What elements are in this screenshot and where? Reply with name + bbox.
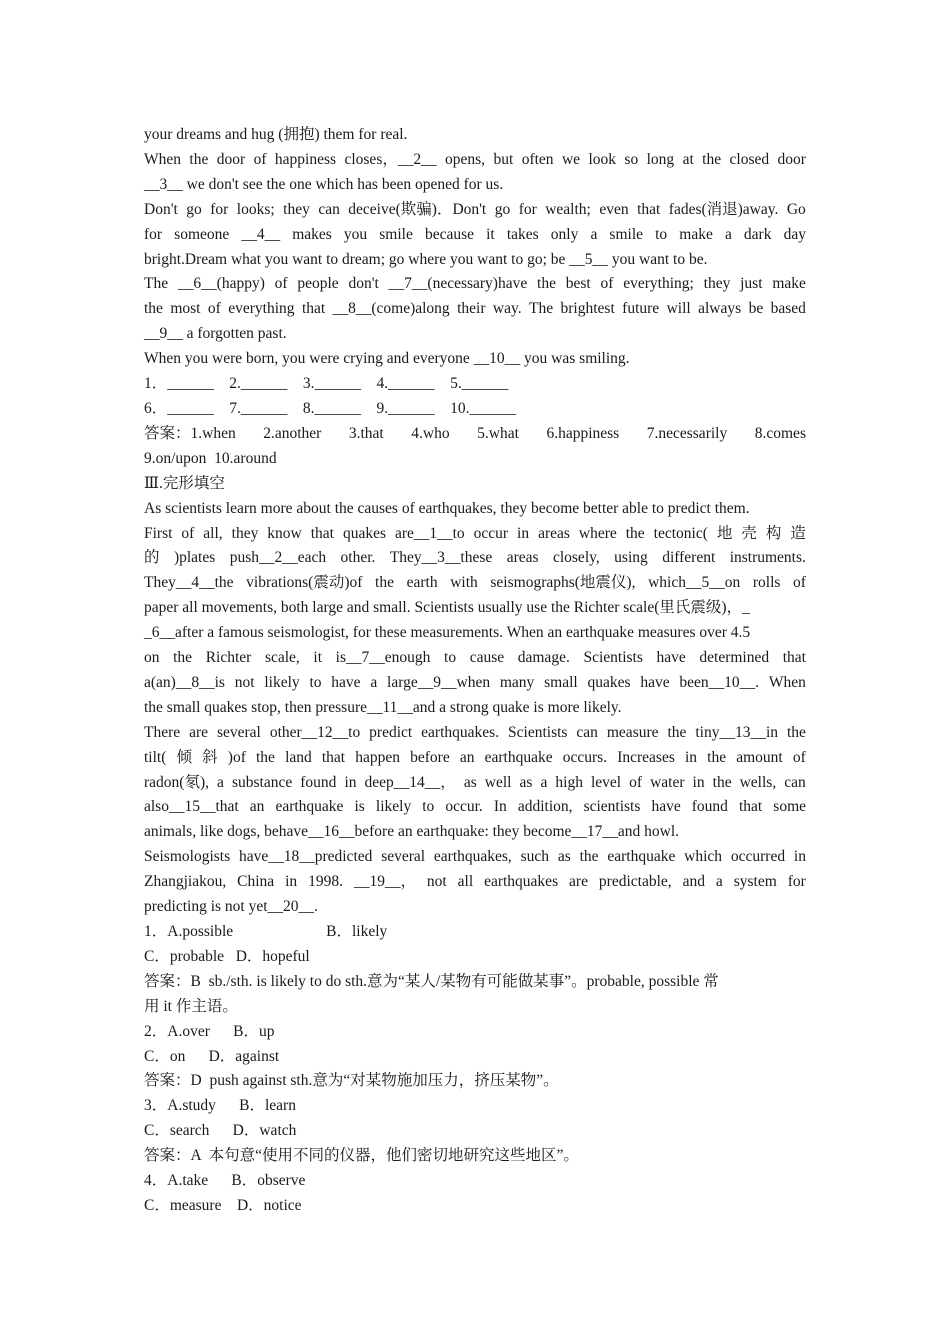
text-word: the [625, 524, 645, 542]
text-word: that [310, 524, 334, 542]
text-word: to [444, 649, 457, 667]
text-line [144, 746, 806, 771]
text-word: occurred [730, 848, 786, 866]
text-word: door [216, 150, 246, 168]
text-word: small [544, 673, 578, 691]
text-word: happen [355, 748, 401, 766]
text-word: closes，__2__ [344, 150, 437, 168]
text-line: 1．______ 2.______ 3.______ 4.______ 5.______ [144, 375, 509, 393]
text-line [144, 272, 806, 297]
text-word: the [173, 649, 193, 667]
text-word: When [144, 150, 182, 168]
text-word: of [793, 574, 806, 592]
text-word: __6__(happy) [177, 275, 265, 293]
text-word: best [565, 275, 591, 293]
text-word: scientists [583, 798, 641, 816]
text-word: other. [340, 549, 376, 567]
text-word: are [189, 723, 209, 741]
text-word: an [249, 798, 265, 816]
text-word: measure [606, 723, 659, 741]
text-word: 6.happiness [546, 424, 620, 442]
text-word: can [576, 723, 598, 741]
text-word: 斜 [202, 748, 218, 766]
text-word: In [493, 798, 507, 816]
text-word: of [274, 275, 288, 293]
text-word: a [590, 225, 598, 243]
document-body [144, 123, 806, 1219]
text-word: takes [506, 225, 539, 243]
text-word: the [579, 848, 599, 866]
text-word: damage. [517, 649, 570, 667]
text-line [144, 671, 806, 696]
text-word: several [216, 723, 261, 741]
text-word: with [450, 574, 478, 592]
text-word: predictable, [598, 873, 672, 891]
text-line: 2．A.over B．up [144, 1022, 275, 1040]
text-line: 3．A.study B．learn [144, 1097, 296, 1115]
text-word: earthquakes, [433, 848, 512, 866]
text-line: 用 it 作主语。 [144, 997, 238, 1015]
text-word: radon(氡), [144, 773, 209, 791]
text-word: will [666, 300, 691, 318]
text-word: of [253, 150, 267, 168]
text-line [144, 771, 806, 796]
text-word: tectonic( [653, 524, 708, 542]
text-word: on [144, 649, 160, 667]
text-word: the [702, 150, 722, 168]
text-word: as [557, 848, 571, 866]
text-word: in [285, 873, 298, 891]
text-word: large__9__when [387, 673, 491, 691]
text-word: happiness [274, 150, 337, 168]
text-word: smile [379, 225, 413, 243]
text-word: that [738, 798, 763, 816]
text-word: a [217, 773, 224, 791]
text-word: make [679, 225, 713, 243]
text-word: to [422, 798, 435, 816]
text-word: earthquakes [484, 873, 559, 891]
text-word: They__4__the [144, 574, 234, 592]
text-word: seismographs(地震仪), [490, 574, 636, 592]
text-word: in [517, 524, 530, 542]
text-word: 2.another [263, 424, 322, 442]
text-line [144, 297, 806, 322]
text-word: __19__， [353, 873, 416, 891]
text-word: some [773, 798, 806, 816]
text-word: go [186, 200, 202, 218]
text-line: As scientists learn more about the causes of earthquakes, they become better able to predict them. [144, 499, 750, 517]
text-word: well [484, 773, 512, 791]
text-word: for [144, 225, 163, 243]
text-word: only [550, 225, 579, 243]
text-word: an [459, 748, 475, 766]
text-word: brightest [560, 300, 615, 318]
text-word: the [537, 275, 556, 293]
text-word: water [650, 773, 685, 791]
text-word: Scientists [508, 723, 568, 741]
text-word: 的 [144, 549, 160, 567]
text-word: the [712, 773, 732, 791]
text-word: looks; [236, 200, 275, 218]
text-word: before [410, 748, 450, 766]
text-word: which__5__on [648, 574, 741, 592]
text-word: scale, [264, 649, 300, 667]
text-line: 6．______ 7.______ 8.______ 9.______ 10.______ [144, 399, 517, 417]
text-word: several [381, 848, 426, 866]
text-word: don't [348, 275, 379, 293]
text-word: )plates [173, 549, 216, 567]
text-word: vibrations(震动)of [246, 574, 363, 592]
text-line: paper all movements, both large and small. Scientists usually use the Richter scale(里氏震级)，_ [144, 599, 750, 617]
text-word: to [309, 673, 322, 691]
text-word: the [786, 723, 806, 741]
text-word: Increases [617, 748, 675, 766]
text-line: 答案：B sb./sth. is likely to do sth.意为“某人/某物有可能做某事”。probable, possible 常 [144, 972, 719, 990]
text-word: 5.what [477, 424, 519, 442]
text-word: areas [538, 524, 570, 542]
text-word: 造 [790, 524, 806, 542]
text-line: C．measure D．notice [144, 1196, 302, 1214]
text-line: C．on D．against [144, 1047, 280, 1065]
text-line: C．probable D．hopeful [144, 947, 310, 965]
text-word: a [724, 225, 732, 243]
text-word: most [170, 300, 201, 318]
text-word: been__10__. [679, 673, 760, 691]
text-word: always [698, 300, 742, 318]
text-word: for [787, 873, 806, 891]
text-word: everything; [623, 275, 694, 293]
text-word: tiny__13__in [695, 723, 779, 741]
text-word: Seismologists [144, 848, 231, 866]
text-word: opens, [445, 150, 486, 168]
text-word: is__7__enough [335, 649, 431, 667]
text-word: 答案：1.when [144, 424, 236, 442]
text-word: using [614, 549, 648, 567]
text-word: closed [729, 150, 770, 168]
text-line [144, 546, 806, 571]
text-word: First [144, 524, 173, 542]
text-word: occur [473, 524, 509, 542]
text-word: likely [264, 673, 300, 691]
text-word: where [578, 524, 617, 542]
text-word: push__2__each [229, 549, 327, 567]
text-word: substance [231, 773, 293, 791]
text-line [144, 522, 806, 547]
text-word: many [499, 673, 535, 691]
text-word: of [181, 524, 195, 542]
text-word: 4.who [411, 424, 450, 442]
text-line: animals, like dogs, behave__16__before an earthquake: they become__17__and howl. [144, 823, 680, 841]
text-word: you [343, 225, 368, 243]
text-line: __9__ a forgotten past. [144, 325, 287, 343]
text-line [144, 148, 806, 173]
text-word: even [599, 200, 629, 218]
text-word: different [662, 549, 716, 567]
text-word: can [318, 200, 340, 218]
text-word: determined [699, 649, 770, 667]
text-word: earthquake [607, 848, 676, 866]
text-word: predict [369, 723, 413, 741]
text-word: go [494, 200, 511, 218]
text-word: at [682, 150, 694, 168]
text-line [144, 646, 806, 671]
text-word: 壳 [741, 524, 757, 542]
text-word: other__12__to [269, 723, 361, 741]
text-word: that [301, 300, 326, 318]
text-word: occur. [445, 798, 483, 816]
text-word: all [457, 873, 474, 891]
text-word: 1998. [308, 873, 343, 891]
text-word: instruments. [729, 549, 806, 567]
text-line [144, 795, 806, 820]
text-word: Scientists [583, 649, 643, 667]
text-word: amount [736, 748, 783, 766]
text-word: all, [203, 524, 223, 542]
text-word: look [588, 150, 616, 168]
text-word: system [733, 873, 777, 891]
text-word: future [622, 300, 660, 318]
text-word: addition, [517, 798, 573, 816]
text-word: earthquakes. [421, 723, 500, 741]
text-word: quakes [342, 524, 386, 542]
text-word: Go [786, 200, 806, 218]
text-word: quakes [587, 673, 631, 691]
text-word: closely, [552, 549, 600, 567]
text-word: There [144, 723, 181, 741]
text-word: the [144, 300, 163, 318]
text-word: everything [228, 300, 295, 318]
text-word: a [370, 673, 378, 691]
text-word: the [667, 723, 687, 741]
text-word: __4__ [241, 225, 281, 243]
text-word: for [518, 200, 537, 218]
text-word: makes [292, 225, 332, 243]
text-word: they [703, 275, 731, 293]
text-word: They__3__these [389, 549, 493, 567]
text-word: are [569, 873, 588, 891]
text-word: in [344, 773, 357, 791]
text-line: 答案：A 本句意“使用不同的仪器，他们密切地研究这些地区”。 [144, 1147, 579, 1165]
text-word: of [207, 300, 221, 318]
text-line [144, 223, 806, 248]
text-line: 9.on/upon 10.around [144, 449, 277, 467]
text-word: likely [375, 798, 412, 816]
text-word: to [655, 225, 668, 243]
text-word: land [285, 748, 312, 766]
text-word: a [540, 773, 548, 791]
text-word: have [651, 798, 681, 816]
text-word: the [707, 748, 727, 766]
text-line [144, 422, 806, 447]
text-word: 8.comes [754, 424, 806, 442]
text-word: day [783, 225, 806, 243]
text-word: a(an)__8__is [144, 673, 225, 691]
text-line: predicting is not yet__20__. [144, 898, 318, 916]
text-word: rolls [752, 574, 781, 592]
text-word: Don't [144, 200, 178, 218]
text-word: When [768, 673, 806, 691]
text-word: China [237, 873, 275, 891]
text-word: earth [406, 574, 438, 592]
text-word: 3.that [348, 424, 384, 442]
text-word: not [234, 673, 255, 691]
text-word: we [561, 150, 581, 168]
text-word: 地 [716, 524, 733, 542]
text-word: wealth; [545, 200, 591, 218]
text-word: based [770, 300, 806, 318]
text-word: way. [492, 300, 522, 318]
text-word: but [493, 150, 514, 168]
text-word: cause [469, 649, 505, 667]
text-word: earthquake [275, 798, 344, 816]
text-line: bright.Dream what you want to dream; go where you want to go; be __5__ you want to be. [144, 250, 708, 268]
text-word: they [283, 200, 310, 218]
text-word: they [231, 524, 259, 542]
text-word: also__15__that [144, 798, 239, 816]
text-word: have [640, 673, 670, 691]
text-word: just [740, 275, 763, 293]
text-word: 倾 [176, 748, 193, 766]
text-word: can [784, 773, 806, 791]
text-line: C．search D．watch [144, 1122, 297, 1140]
text-word: areas [506, 549, 539, 567]
text-word: often [521, 150, 554, 168]
text-line [144, 870, 806, 895]
text-word: dark [743, 225, 772, 243]
text-word: because [424, 225, 475, 243]
text-word: found [300, 773, 337, 791]
text-word: which [684, 848, 723, 866]
text-word: a [715, 873, 723, 891]
text-word: door [777, 150, 806, 168]
text-line: When you were born, you were crying and everyone __10__ you was smiling. [144, 350, 630, 368]
text-word: deep__14__， [364, 773, 456, 791]
text-word: it [313, 649, 323, 667]
text-word: of [629, 773, 643, 791]
text-word: and [682, 873, 705, 891]
text-word: tilt( [144, 748, 167, 766]
text-word: have [331, 673, 361, 691]
text-word: for [210, 200, 229, 218]
text-word: in [684, 748, 698, 766]
text-word: deceive(欺骗)．Don't [348, 200, 487, 218]
text-line: 1．A.possible B．likely [144, 923, 388, 940]
text-word: is [354, 798, 365, 816]
text-word: are__1__to [394, 524, 465, 542]
text-line: your dreams and hug (拥抱) them for real. [144, 126, 408, 143]
text-line: 答案：D push against sth.意为“对某物施加压力，挤压某物”。 [144, 1072, 559, 1090]
text-word: such [520, 848, 550, 866]
text-word: as [519, 773, 533, 791]
text-word: that [782, 649, 806, 667]
text-line: _6__after a famous seismologist, for these measurements. When an earthquake measures over 4.5 [144, 624, 751, 642]
text-word: 7.necessarily [646, 424, 728, 442]
text-line: the small quakes stop, then pressure__11__and a strong quake is more likely. [144, 698, 622, 716]
text-word: )of [227, 748, 246, 766]
text-word: long [646, 150, 675, 168]
text-line: 4．A.take B．observe [144, 1172, 306, 1190]
text-word: in [793, 848, 806, 866]
text-word: fades(消退)away. [668, 200, 779, 218]
text-word: that [321, 748, 346, 766]
text-word: occurs. [562, 748, 608, 766]
text-word: The [529, 300, 554, 318]
text-word: wells, [739, 773, 777, 791]
text-word: so [624, 150, 639, 168]
text-word: make [772, 275, 806, 293]
text-word: found [691, 798, 728, 816]
text-word: 构 [765, 524, 782, 542]
text-word: Richter [205, 649, 252, 667]
text-word: smile [609, 225, 644, 243]
text-word: the [256, 748, 275, 766]
text-word: someone [174, 225, 230, 243]
text-word: earthquake [484, 748, 553, 766]
text-word: Zhangjiakou, [144, 873, 227, 891]
text-word: of [792, 748, 806, 766]
text-word: high [555, 773, 583, 791]
text-word: it [486, 225, 495, 243]
text-word: that [637, 200, 661, 218]
text-line [144, 845, 806, 870]
text-word: level [590, 773, 622, 791]
text-word: their [457, 300, 486, 318]
text-line: __3__ we don't see the one which has been opened for us. [144, 175, 504, 193]
text-word: have__18__predicted [238, 848, 373, 866]
text-word: be [748, 300, 764, 318]
text-word: the [189, 150, 209, 168]
text-word: __7__(necessary)have [388, 275, 528, 293]
text-word: the [375, 574, 394, 592]
text-word: in [692, 773, 705, 791]
text-word: people [297, 275, 339, 293]
text-word: know [267, 524, 302, 542]
text-word: of [600, 275, 614, 293]
text-word: as [463, 773, 477, 791]
text-word: not [426, 873, 447, 891]
text-word: The [144, 275, 169, 293]
text-word: __8__(come)along [332, 300, 450, 318]
text-line [144, 721, 806, 746]
text-word: have [656, 649, 686, 667]
text-line [144, 198, 806, 223]
text-line [144, 571, 806, 596]
text-line: Ⅲ.完形填空 [144, 474, 225, 492]
